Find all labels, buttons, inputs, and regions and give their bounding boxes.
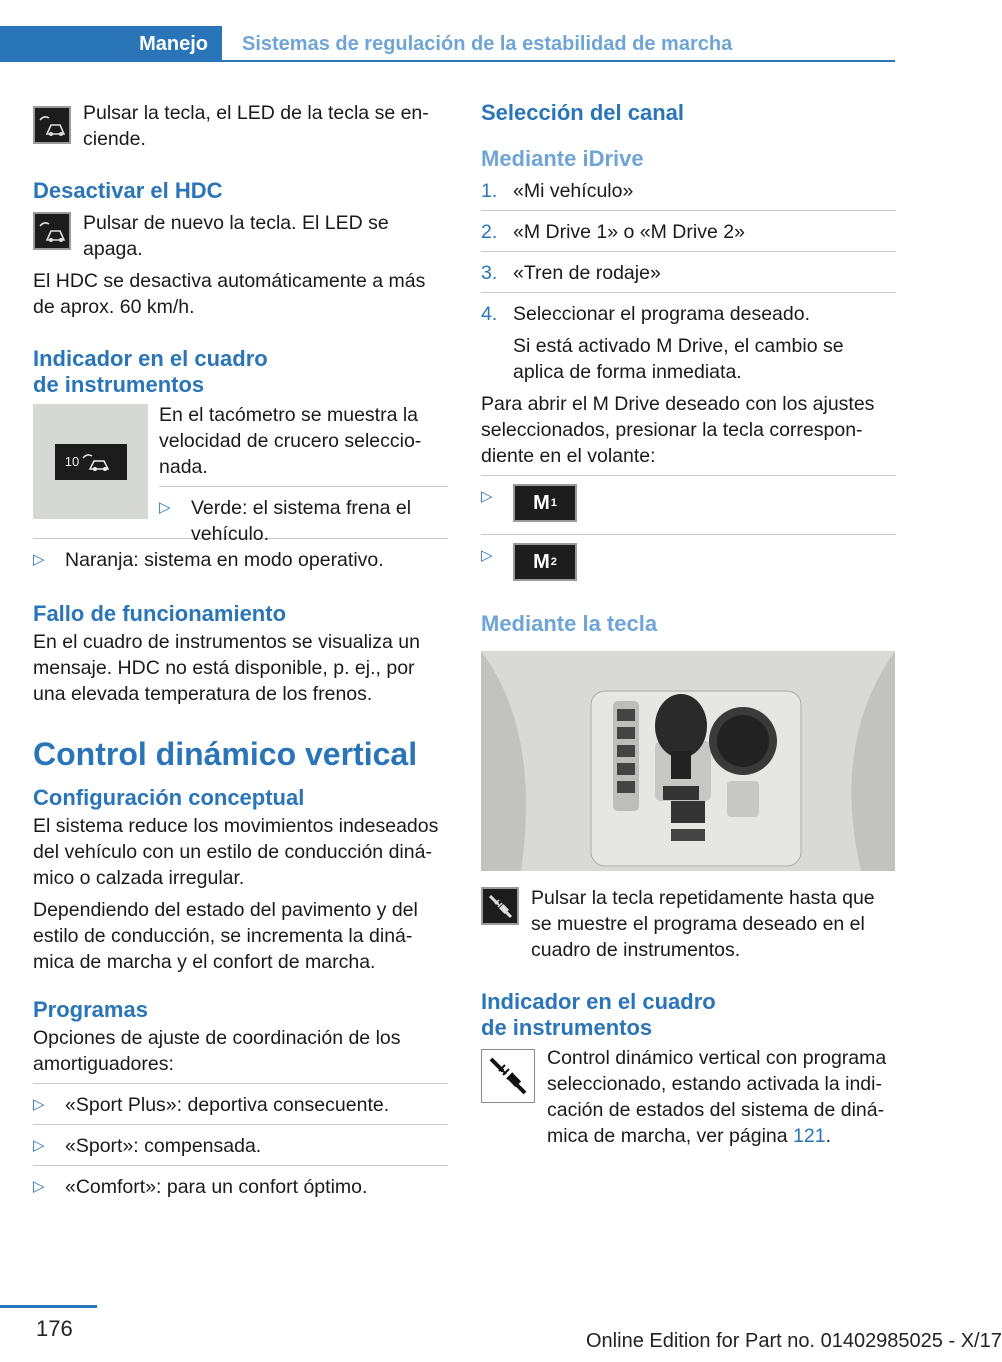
vdc-indicator-row: [481, 1045, 896, 1149]
malfunction-text: En el cuadro de instrumentos se visualiza un mensaje. HDC no está disponible, p. ej., por una elevada temperatura de los frenos.: [33, 631, 420, 705]
divider: [33, 1124, 448, 1125]
heading-idrive: Mediante iDrive: [481, 146, 644, 171]
step-number: 3.: [481, 262, 498, 284]
hdc-indicator-icon: [55, 444, 127, 480]
bullet-green-text: Verde: el sistema frena el vehículo.: [191, 497, 412, 545]
vdc-indicator-icon: [481, 1049, 535, 1103]
triangle-bullet-icon: ▷: [33, 1096, 45, 1113]
chapter-tab: Manejo: [0, 26, 222, 62]
program-item-text: «Comfort»: para un confort óptimo.: [65, 1176, 368, 1198]
hdc-button-icon: [33, 106, 71, 144]
step-item: [481, 260, 896, 286]
heading-indicator-line2: de instrumentos: [481, 1015, 653, 1040]
mkey-sub: 2: [550, 556, 557, 568]
mkey-sub: 1: [550, 497, 557, 509]
divider: [481, 210, 896, 211]
vdc-indicator-end: .: [825, 1125, 832, 1147]
concept-text-2: Dependiendo del estado del pavimento y del estilo de conducción, se incrementa la diná‐ mica de marcha y el confort de marcha.: [33, 899, 418, 973]
page-link[interactable]: 121: [793, 1125, 826, 1147]
step-text: Seleccionar el programa deseado.: [513, 303, 811, 325]
footer-rule: [0, 1305, 97, 1308]
right-column: [481, 100, 896, 1155]
heading-malfunction: Fallo de funcionamiento: [33, 601, 287, 626]
heading-chapter: Control dinámico vertical: [33, 736, 418, 772]
triangle-bullet-icon: ▷: [481, 547, 493, 564]
hdc-on-text: Pulsar la tecla, el LED de la tecla se en‐ ciende.: [83, 102, 429, 150]
mdrive-text: Para abrir el M Drive deseado con los ajustes seleccionados, presionar la tecla correspon‐ diente en el volante:: [481, 393, 875, 467]
step-item: [481, 301, 896, 327]
left-column: [33, 100, 448, 1206]
program-item: [33, 1133, 448, 1159]
heading-indicator-line1: Indicador en el cuadro: [481, 989, 716, 1014]
m2-button-icon: [513, 543, 577, 581]
heading-channel: Selección del canal: [481, 100, 684, 125]
step-number: 4.: [481, 303, 498, 325]
triangle-bullet-icon: ▷: [33, 1178, 45, 1195]
vdc-indicator-body: Control dinámico vertical con programa seleccionado, estando activada la indi‐ cación de estados del sistema de diná‐ mica de marcha, ver página: [547, 1047, 887, 1147]
hdc-button-icon: [33, 212, 71, 250]
cluster-indicator-image: [33, 404, 148, 519]
step-number: 1.: [481, 180, 498, 202]
program-item: [33, 1174, 448, 1200]
center-console-image: [481, 651, 895, 871]
triangle-bullet-icon: ▷: [33, 551, 45, 568]
mkey-letter: M: [533, 551, 550, 573]
divider: [33, 1083, 448, 1084]
section-title: Sistemas de regulación de la estabilidad de marcha: [242, 33, 733, 55]
heading-indicator-line2: de instrumentos: [33, 372, 205, 397]
triangle-bullet-icon: ▷: [159, 499, 171, 516]
page-number: 176: [36, 1316, 73, 1341]
divider: [33, 1165, 448, 1166]
press-button-row: [481, 885, 896, 963]
program-item: [33, 1092, 448, 1118]
concept-text-1: El sistema reduce los movimientos indeseados del vehículo con un estilo de conducción diná‐ mico o calzada irregular.: [33, 815, 439, 889]
program-item-text: «Sport Plus»: deportiva consecuente.: [65, 1094, 390, 1116]
triangle-bullet-icon: ▷: [481, 488, 493, 505]
bullet-green: [159, 495, 448, 547]
heading-button: Mediante la tecla: [481, 611, 658, 636]
indicator-block: [33, 402, 448, 545]
step-item: [481, 219, 896, 245]
mkey-letter: M: [533, 492, 550, 514]
shock-absorber-button-icon: [481, 887, 519, 925]
program-item-text: «Sport»: compensada.: [65, 1135, 262, 1157]
divider: [481, 475, 896, 476]
mkey-item: [481, 484, 896, 528]
edition-note: Online Edition for Part no. 01402985025 - X/17: [586, 1330, 1002, 1352]
m1-button-icon: [513, 484, 577, 522]
vdc-indicator-text: [481, 1045, 896, 1149]
heading-concept: Configuración conceptual: [33, 785, 305, 810]
step-text: «M Drive 1» o «M Drive 2»: [513, 221, 745, 243]
running-header: [0, 26, 895, 62]
divider: [159, 486, 448, 487]
header-rule: [222, 60, 895, 62]
heading-programs: Programas: [33, 997, 148, 1022]
heading-indicator-line1: Indicador en el cuadro: [33, 346, 268, 371]
tacho-text: En el tacómetro se muestra la velocidad de crucero seleccio‐ nada.: [159, 404, 422, 478]
step-text: «Mi vehículo»: [513, 180, 634, 202]
step-number: 2.: [481, 221, 498, 243]
hdc-off-text: Pulsar de nuevo la tecla. El LED se apaga.: [83, 212, 389, 260]
step-text: «Tren de rodaje»: [513, 262, 661, 284]
divider: [481, 534, 896, 535]
mkey-item: [481, 543, 896, 587]
step-item: [481, 178, 896, 204]
hdc-on-row: [33, 100, 448, 152]
indicator-number: 10: [64, 453, 80, 469]
triangle-bullet-icon: ▷: [33, 1137, 45, 1154]
step-note: Si está activado M Drive, el cambio se aplica de forma inmediata.: [513, 335, 844, 383]
bullet-orange: [33, 547, 448, 573]
divider: [481, 251, 896, 252]
divider: [481, 292, 896, 293]
bullet-orange-text: Naranja: sistema en modo operativo.: [65, 549, 384, 571]
hdc-off-row: [33, 210, 448, 262]
heading-hdc-off: Desactivar el HDC: [33, 178, 223, 203]
hdc-auto-text: El HDC se desactiva automáticamente a más de aprox. 60 km/h.: [33, 270, 426, 318]
press-button-text: Pulsar la tecla repetidamente hasta que se muestre el programa deseado en el cuadro de instrumentos.: [531, 887, 875, 961]
programs-text: Opciones de ajuste de coordinación de los amortiguadores:: [33, 1027, 401, 1075]
